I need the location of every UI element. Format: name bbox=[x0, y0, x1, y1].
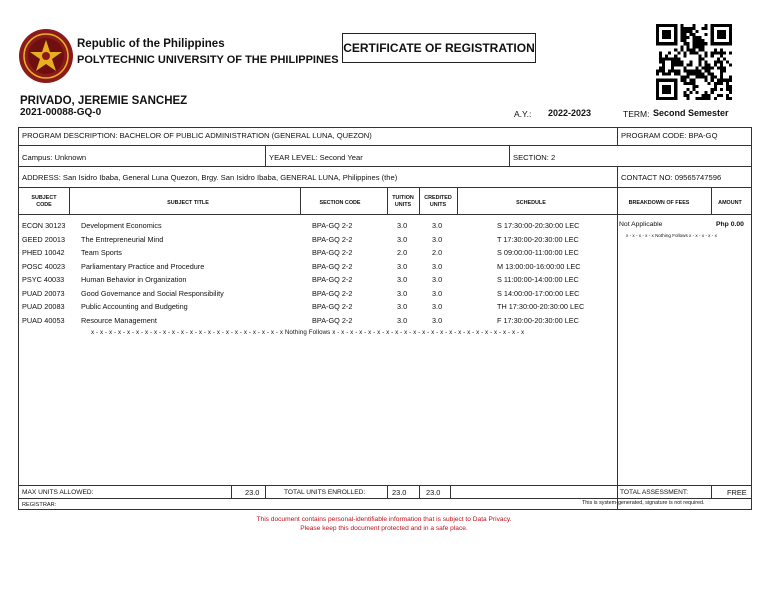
university-name: POLYTECHNIC UNIVERSITY OF THE PHILIPPINES bbox=[77, 54, 339, 66]
section: SECTION: 2 bbox=[513, 153, 556, 162]
subject-title: Good Governance and Social Responsibility bbox=[81, 288, 224, 298]
schedule: F 17:30:00-20:30:00 LEC bbox=[497, 315, 579, 325]
program-description: PROGRAM DESCRIPTION: BACHELOR OF PUBLIC ADMINISTRATION (GENERAL LUNA, QUEZON) bbox=[22, 131, 372, 140]
schedule: M 13:00:00-16:00:00 LEC bbox=[497, 261, 581, 271]
subject-code: PSYC 40033 bbox=[22, 275, 65, 284]
schedule: T 17:30:00-20:30:00 LEC bbox=[497, 234, 579, 244]
student-id: 2021-00088-GQ-0 bbox=[20, 107, 102, 118]
subject-code: PUAD 20083 bbox=[22, 302, 65, 311]
tuition-units: 2.0 bbox=[397, 248, 408, 257]
campus: Campus: Unknown bbox=[22, 153, 87, 162]
subject-code: PUAD 20073 bbox=[22, 288, 65, 298]
header-breakdown-of-fees: BREAKDOWN OF FEES bbox=[628, 200, 690, 206]
subject-code: GEED 20013 bbox=[22, 234, 65, 244]
schedule: S 17:30:00-20:30:00 LEC bbox=[497, 221, 580, 230]
credited-units: 3.0 bbox=[432, 302, 443, 311]
program-code: PROGRAM CODE: BPA-GQ bbox=[621, 131, 718, 140]
subject-code: PHED 10042 bbox=[22, 248, 65, 257]
fee-item: Not Applicable bbox=[619, 221, 663, 228]
fees-nothing-follows: x - x - x - x - x Nothing Follows x - x - x - x - x bbox=[626, 233, 717, 238]
contact-number: CONTACT NO: 09565747596 bbox=[621, 173, 722, 182]
subject-title: Public Accounting and Budgeting bbox=[81, 302, 188, 311]
tuition-units: 3.0 bbox=[397, 288, 408, 298]
term-label: TERM: bbox=[623, 109, 650, 119]
qr-code-icon bbox=[655, 24, 733, 100]
subject-title: Resource Management bbox=[81, 315, 157, 325]
academic-year-label: A.Y.: bbox=[514, 109, 532, 119]
subject-title: Parliamentary Practice and Procedure bbox=[81, 261, 205, 271]
privacy-notice-line2: Please keep this document protected and in a safe place. bbox=[300, 525, 468, 532]
total-tuition-units: 23.0 bbox=[392, 488, 407, 497]
header-tuition-units: TUITION UNITS bbox=[392, 195, 414, 208]
tuition-units: 3.0 bbox=[397, 261, 408, 271]
subject-code: ECON 30123 bbox=[22, 221, 66, 230]
subject-title: Human Behavior in Organization bbox=[81, 275, 187, 284]
fee-amount: Php 0.00 bbox=[716, 221, 744, 228]
subject-title: The Entrepreneurial Mind bbox=[81, 234, 164, 244]
table-row bbox=[19, 221, 619, 234]
address: ADDRESS: San Isidro Ibaba, General Luna Quezon, Brgy. San Isidro Ibaba, GENERAL LUNA, Philippines (the) bbox=[22, 173, 398, 182]
table-row bbox=[19, 262, 619, 275]
schedule: S 11:00:00-14:00:00 LEC bbox=[497, 275, 579, 284]
credited-units: 3.0 bbox=[432, 221, 443, 230]
tuition-units: 3.0 bbox=[397, 302, 408, 311]
table-row bbox=[19, 289, 619, 302]
max-units-label: MAX UNITS ALLOWED: bbox=[22, 489, 94, 496]
table-row bbox=[19, 275, 619, 288]
nothing-follows-line: x - x - x - x - x - x - x - x - x - x - x - x - x - x - x - x - x - x - x - x - x - x Nothing Follows x - x - x - x - x - x - x - x - x - x - x - x - x - x - x - x - x - x - x - x - x - x bbox=[91, 329, 525, 336]
section-code: BPA-GQ 2-2 bbox=[312, 275, 353, 284]
header-subject-title: SUBJECT TITLE bbox=[167, 200, 209, 206]
tuition-units: 3.0 bbox=[397, 315, 408, 325]
max-units-value: 23.0 bbox=[245, 488, 260, 497]
schedule: TH 17:30:00-20:30:00 LEC bbox=[497, 302, 585, 311]
header-schedule: SCHEDULE bbox=[516, 200, 546, 206]
header-credited-units: CREDITED UNITS bbox=[424, 195, 452, 208]
header-subject-code: SUBJECT CODE bbox=[31, 195, 57, 208]
total-credited-units: 23.0 bbox=[426, 488, 441, 497]
header-amount: AMOUNT bbox=[718, 200, 742, 206]
table-row bbox=[19, 316, 619, 329]
total-assessment-value: FREE bbox=[727, 488, 747, 497]
credited-units: 3.0 bbox=[432, 261, 443, 271]
section-code: BPA-GQ 2-2 bbox=[312, 248, 353, 257]
table-row bbox=[19, 302, 619, 315]
privacy-notice-line1: This document contains personal-identifiable information that is subject to Data Privacy. bbox=[256, 516, 512, 523]
credited-units: 2.0 bbox=[432, 248, 443, 257]
subject-code: POSC 40023 bbox=[22, 261, 65, 271]
tuition-units: 3.0 bbox=[397, 234, 408, 244]
schedule: S 09:00:00-11:00:00 LEC bbox=[497, 248, 579, 257]
section-code: BPA-GQ 2-2 bbox=[312, 261, 353, 271]
system-generated-note: This is system-generated, signature is not required. bbox=[582, 500, 705, 506]
section-code: BPA-GQ 2-2 bbox=[312, 315, 353, 325]
section-code: BPA-GQ 2-2 bbox=[312, 288, 353, 298]
section-code: BPA-GQ 2-2 bbox=[312, 234, 353, 244]
term-value: Second Semester bbox=[653, 108, 729, 118]
header-section-code: SECTION CODE bbox=[319, 200, 361, 206]
republic-text: Republic of the Philippines bbox=[77, 38, 225, 50]
section-code: BPA-GQ 2-2 bbox=[312, 221, 353, 230]
schedule: S 14:00:00-17:00:00 LEC bbox=[497, 288, 580, 298]
subject-title: Development Economics bbox=[81, 221, 162, 230]
credited-units: 3.0 bbox=[432, 234, 443, 244]
year-level: YEAR LEVEL: Second Year bbox=[269, 153, 363, 162]
tuition-units: 3.0 bbox=[397, 221, 408, 230]
university-seal-logo bbox=[18, 28, 74, 84]
credited-units: 3.0 bbox=[432, 288, 443, 298]
subject-title: Team Sports bbox=[81, 248, 122, 257]
subject-code: PUAD 40053 bbox=[22, 315, 65, 325]
document-title: CERTIFICATE OF REGISTRATION bbox=[342, 33, 536, 63]
registrar-label: REGISTRAR: bbox=[22, 502, 57, 508]
table-row bbox=[19, 248, 619, 261]
registration-frame bbox=[18, 127, 752, 510]
tuition-units: 3.0 bbox=[397, 275, 408, 284]
table-row bbox=[19, 235, 619, 248]
total-units-label: TOTAL UNITS ENROLLED: bbox=[284, 489, 366, 496]
academic-year-value: 2022-2023 bbox=[548, 108, 592, 118]
total-assessment-label: TOTAL ASSESSMENT: bbox=[620, 489, 689, 496]
section-code: BPA-GQ 2-2 bbox=[312, 302, 353, 311]
credited-units: 3.0 bbox=[432, 315, 443, 325]
credited-units: 3.0 bbox=[432, 275, 443, 284]
student-name: PRIVADO, JEREMIE SANCHEZ bbox=[20, 95, 188, 107]
